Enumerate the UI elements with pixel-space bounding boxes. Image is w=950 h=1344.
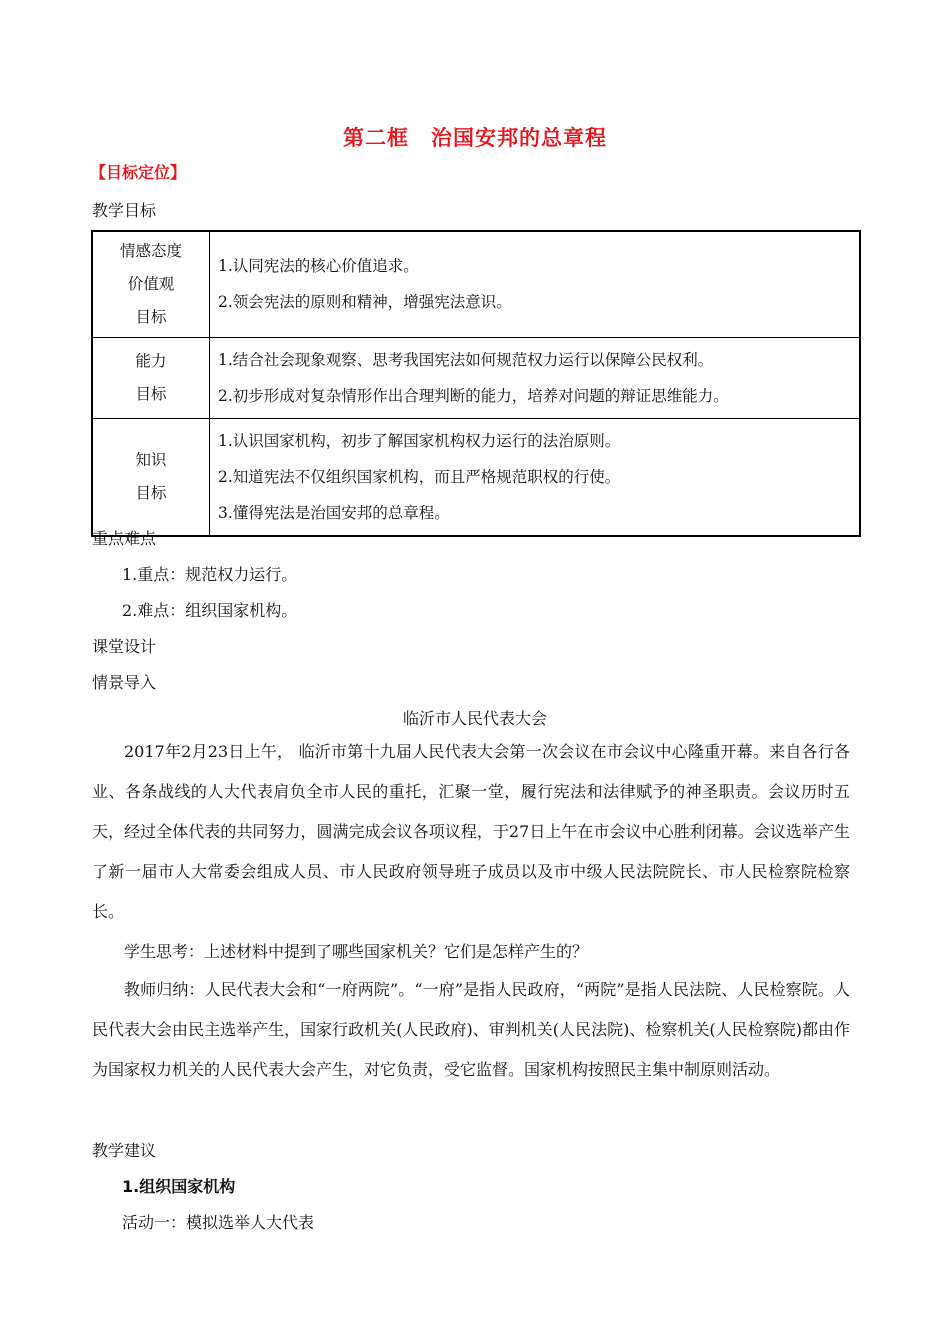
goal-item: 1.认同宪法的核心价值追求。 (218, 257, 419, 276)
intro-heading: 情景导入 (92, 673, 157, 692)
teaching-suggestion-heading: 教学建议 (92, 1141, 157, 1160)
items-cell (210, 418, 861, 536)
difficult-point: 2.难点：组织国家机构。 (122, 601, 298, 620)
items-cell (210, 337, 861, 418)
goals-table (91, 230, 861, 537)
goal-item: 1.结合社会现象观察、思考我国宪法如何规范权力运行以保障公民权利。 (218, 350, 714, 369)
goal-item: 1.认识国家机构，初步了解国家机构权力运行的法治原则。 (218, 431, 621, 450)
goal-item: 2.知道宪法不仅组织国家机构，而且严格规范职权的行使。 (218, 467, 621, 486)
teaching-goals-heading: 教学目标 (92, 201, 157, 220)
category-cell (92, 337, 210, 418)
table-row (92, 337, 860, 418)
title-part1: 第二框 (343, 126, 409, 150)
intro-title: 临沂市人民代表大会 (402, 709, 547, 728)
goal-item: 3.懂得宪法是治国安邦的总章程。 (218, 503, 450, 522)
table-row (92, 231, 860, 337)
category-cell (92, 231, 210, 337)
goal-item: 2.领会宪法的原则和精神，增强宪法意识。 (218, 293, 512, 312)
student-question: 学生思考：上述材料中提到了哪些国家机关？它们是怎样产生的？ (124, 942, 589, 961)
title-part2: 治国安邦的总章程 (431, 126, 607, 150)
category-line: 能力 (135, 351, 167, 370)
page-title (0, 122, 950, 152)
intro-paragraph: 2017年2月23日上午， 临沂市第十九届人民代表大会第一次会议在市会议中心隆重开幕。来自各行各业、各条战线的人大代表肩负全市人民的重托，汇聚一堂，履行宪法和法律赋予的神圣职责。会议历时五天，经过全体代表的共同努力，圆满完成会议各项议程，于27日上午在市会议中心胜利闭幕。会议选举产生了新一届市人大常委会组成人员、市人民政府领导班子成员以及市中级人民法院院长、市人民检察院检察长。 (92, 742, 850, 921)
key-point: 1.重点：规范权力运行。 (122, 565, 298, 584)
category-line: 目标 (135, 483, 167, 502)
category-line: 价值观 (127, 274, 175, 293)
class-design-heading: 课堂设计 (92, 637, 157, 656)
category-cell (92, 418, 210, 536)
category-line: 目标 (135, 307, 167, 326)
category-line: 知识 (135, 450, 167, 469)
teacher-summary: 教师归纳：人民代表大会和“一府两院”。“一府”是指人民政府，“两院”是指人民法院、人民检察院。人民代表大会由民主选举产生，国家行政机关(人民政府)、审判机关(人民法院)、检察机关(人民检察院)都由作为国家权力机关的人民代表大会产生，对它负责，受它监督。国家机构按照民主集中制原则活动。 (92, 980, 850, 1079)
subsection-title: 1.组织国家机构 (122, 1177, 236, 1196)
key-points-heading: 重点难点 (92, 529, 157, 548)
category-line: 目标 (135, 384, 167, 403)
items-cell (210, 231, 861, 337)
activity-one: 活动一：模拟选举人大代表 (122, 1213, 315, 1232)
table-row (92, 418, 860, 536)
goal-item: 2.初步形成对复杂情形作出合理判断的能力，培养对问题的辩证思维能力。 (218, 386, 729, 405)
section-tag: 【目标定位】 (90, 163, 187, 182)
category-line: 情感态度 (119, 241, 182, 260)
